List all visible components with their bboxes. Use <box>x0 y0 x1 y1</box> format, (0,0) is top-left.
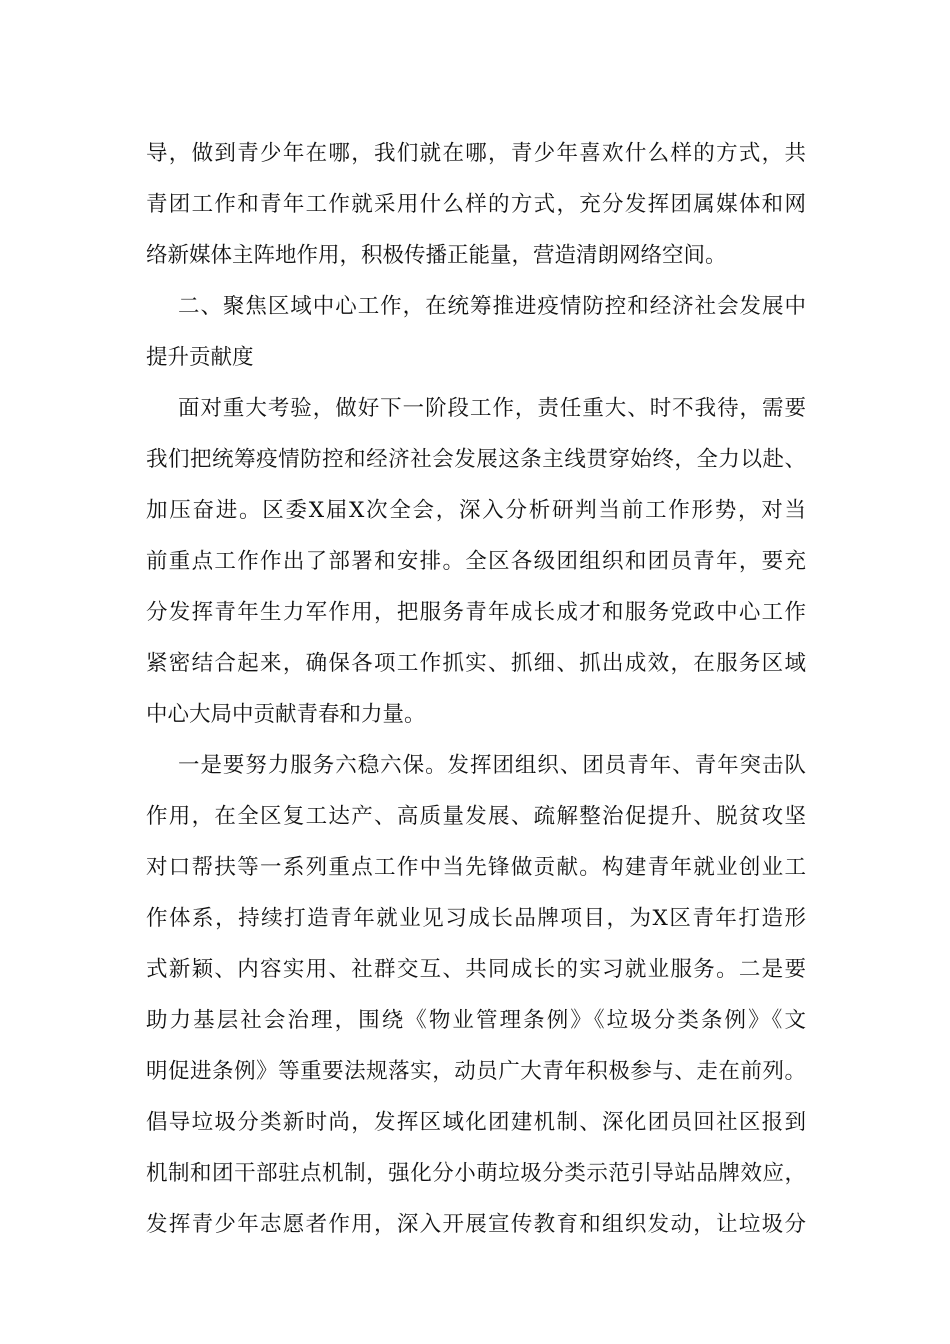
text-line: 倡导垃圾分类新时尚，发挥区域化团建机制、深化团员回社区报到 <box>146 1110 806 1135</box>
text-line: 作体系，持续打造青年就业见习成长品牌项目，为X区青年打造形 <box>146 906 806 931</box>
text-line: 面对重大考验，做好下一阶段工作，责任重大、时不我待，需要 <box>178 396 806 421</box>
text-line: 机制和团干部驻点机制，强化分小萌垃圾分类示范引导站品牌效应， <box>146 1161 806 1186</box>
text-line: 一是要努力服务六稳六保。发挥团组织、团员青年、青年突击队 <box>178 753 806 778</box>
text-line: 我们把统筹疫情防控和经济社会发展这条主线贯穿始终，全力以赴、 <box>146 447 806 472</box>
text-line: 紧密结合起来，确保各项工作抓实、抓细、抓出成效，在服务区域 <box>146 651 806 676</box>
text-line: 发挥青少年志愿者作用，深入开展宣传教育和组织发动，让垃圾分 <box>146 1212 806 1237</box>
text-line: 分发挥青年生力军作用，把服务青年成长成才和服务党政中心工作 <box>146 600 806 625</box>
text-line: 式新颖、内容实用、社群交互、共同成长的实习就业服务。二是要 <box>146 957 806 982</box>
text-line: 前重点工作作出了部署和安排。全区各级团组织和团员青年，要充 <box>146 549 806 574</box>
document-body <box>146 128 806 1250</box>
text-line: 中心大局中贡献青春和力量。 <box>146 702 426 727</box>
text-line: 导，做到青少年在哪，我们就在哪，青少年喜欢什么样的方式，共 <box>146 141 806 166</box>
section-heading-line: 二、聚焦区域中心工作，在统筹推进疫情防控和经济社会发展中 <box>178 294 806 319</box>
text-line: 助力基层社会治理，围绕《物业管理条例》《垃圾分类条例》《文 <box>146 1008 806 1033</box>
text-line: 青团工作和青年工作就采用什么样的方式，充分发挥团属媒体和网 <box>146 192 806 217</box>
text-line: 对口帮扶等一系列重点工作中当先锋做贡献。构建青年就业创业工 <box>146 855 806 880</box>
section-heading-line: 提升贡献度 <box>146 345 254 370</box>
text-line: 加压奋进。区委X届X次全会，深入分析研判当前工作形势，对当 <box>146 498 806 523</box>
text-line: 明促进条例》等重要法规落实，动员广大青年积极参与、走在前列。 <box>146 1059 806 1084</box>
text-line: 络新媒体主阵地作用，积极传播正能量，营造清朗网络空间。 <box>146 243 727 268</box>
text-line: 作用，在全区复工达产、高质量发展、疏解整治促提升、脱贫攻坚 <box>146 804 806 829</box>
